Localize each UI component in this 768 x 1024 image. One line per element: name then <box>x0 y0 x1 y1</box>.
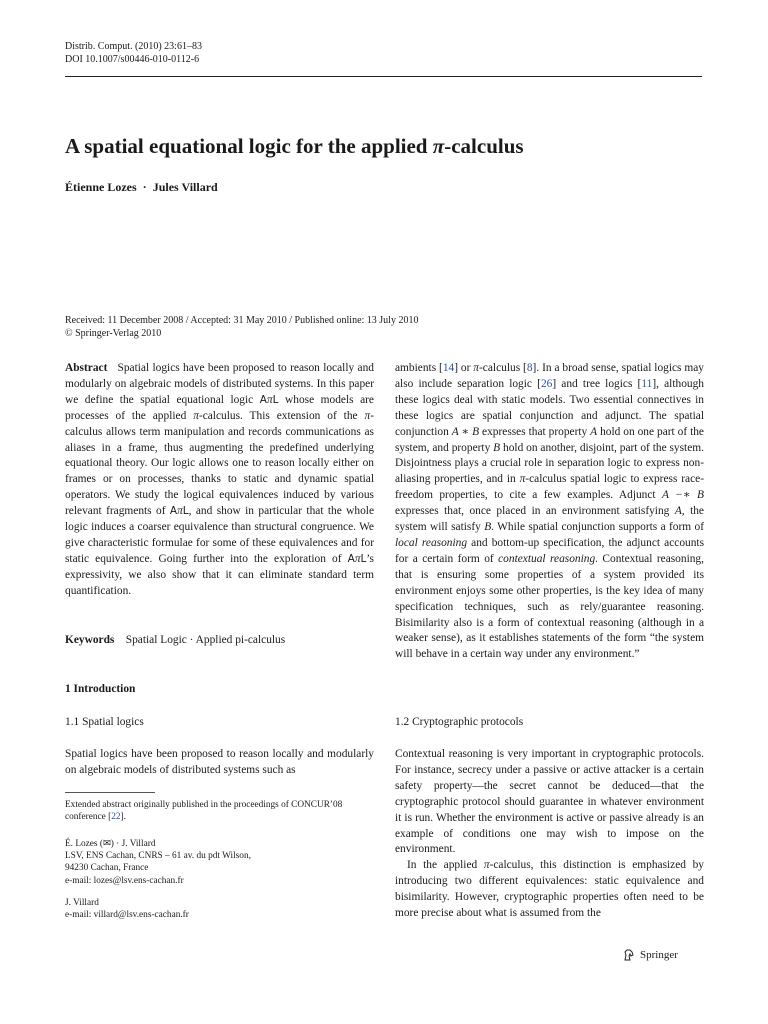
paper-title <box>65 133 705 159</box>
envelope-icon: ✉ <box>102 839 111 849</box>
math-variable: B <box>493 441 501 454</box>
subsection-heading: 1.1 Spatial logics <box>65 716 144 728</box>
body-text: hold on one part of the system, and property <box>395 425 704 454</box>
author-affil-name: J. Villard <box>65 898 99 908</box>
intro-paragraph: Spatial logics have been proposed to reason locally and modularly on algebraic models of distributed systems such as <box>65 748 374 776</box>
citation-link[interactable]: 11 <box>641 377 653 390</box>
doi: DOI 10.1007/s00446-010-0112-6 <box>65 54 200 65</box>
pi-symbol: π <box>354 552 361 565</box>
body-text: expresses that property <box>479 425 591 438</box>
emphasis: local reasoning <box>395 536 468 549</box>
body-text: ] and tree logics [ <box>552 377 642 390</box>
pi-symbol: π <box>473 362 480 374</box>
abstract <box>65 361 374 600</box>
logic-name: L <box>360 552 367 565</box>
springer-horse-icon <box>622 948 636 962</box>
header-rule <box>65 76 702 77</box>
body-text: -calculus [ <box>479 362 527 374</box>
abstract-text: ’s expressivity, we also show that it can eliminate standard term quantification. <box>65 552 374 597</box>
citation-link[interactable]: 14 <box>442 362 455 374</box>
publication-dates <box>65 314 665 340</box>
email-line: e-mail: lozes@lsv.ens-cachan.fr <box>65 875 184 886</box>
body-paragraph: Contextual reasoning is very important in cryptographic protocols. For instance, secrecy under a passive or active attacker is a certain safety property—the secret cannot be deduced—that the cryptographic protocol should guarantee in whatever environment it is run. Whether the environment is active or passive already is an example of conditions one may wish to impose on the environment. <box>395 748 704 856</box>
citation-link[interactable]: 8 <box>526 362 533 374</box>
body-text: -calculus, this distinction is emphasized by introducing two different equivalences: static equivalence and bisimilarity. However, cryptographic properties often need to be more precise about what is assumed from the <box>395 859 704 920</box>
abstract-text: , and show in particular that the whole logic induces a coarser equivalence than structural congruence. We give characteristic formulae for some of these equivalences and for static equivalence. Going further into the exploration of <box>65 505 375 565</box>
body-text: In the applied <box>407 859 484 872</box>
publisher-logo <box>622 948 678 962</box>
author-affil-name: É. Lozes ( <box>65 839 103 849</box>
body-text: and bottom-up specification, the adjunct accounts for a certain form of <box>395 536 705 565</box>
author-separator: · <box>142 180 147 194</box>
abstract-text: -calculus allows term manipulation and records communications as aliases in a frame, thus augmenting the predefined underlying equational theory. Our logic allows one to reason locally either on frames or on processes, thanks to static and dynamic spatial operators. We study the logical equivalences induced by various relevant fragments of <box>65 409 374 518</box>
math-variable: A <box>590 425 598 438</box>
body-text: , the system will satisfy <box>395 505 704 534</box>
body-text: ambients [ <box>395 362 443 374</box>
author-name: Jules Villard <box>152 180 218 194</box>
pi-symbol: π <box>519 473 526 486</box>
pi-symbol: π <box>364 409 371 422</box>
logic-name: A <box>169 505 178 518</box>
author-name: Étienne Lozes <box>65 180 137 194</box>
body-text: expresses that, once placed in an environment satisfying <box>395 505 675 518</box>
abstract-label: Abstract <box>65 362 108 374</box>
journal-citation: Distrib. Comput. (2010) 23:61–83 <box>65 41 202 52</box>
body-text: -calculus spatial logic to express race-freedom properties, to cite a few examples. Adjunct <box>395 473 704 502</box>
citation-link[interactable]: 26 <box>540 377 553 390</box>
logic-name: A <box>259 393 267 406</box>
publisher-name: Springer <box>640 949 678 961</box>
keywords <box>65 634 285 646</box>
abstract-text: whose models are processes of the applied <box>65 393 374 422</box>
math-expression: A −∗ B <box>662 489 704 502</box>
pi-symbol: π <box>483 859 490 872</box>
body-text: . While spatial conjunction supports a form of <box>491 521 704 534</box>
crypto-section-text <box>395 747 704 922</box>
footnote <box>65 799 374 823</box>
journal-header <box>65 40 202 66</box>
body-text: ], although these logics deal with static models. Two essential connectives in these logics are spatial conjunction and adjunct. The spatial conjunction <box>395 377 704 438</box>
copyright-line: © Springer-Verlag 2010 <box>65 328 162 339</box>
emphasis: contextual reasoning <box>498 552 596 565</box>
citation-link[interactable]: 22 <box>111 812 121 823</box>
body-text: ]. In a broad sense, spatial logics may also include separation logic [ <box>395 362 704 390</box>
abstract-text: Spatial logics have been proposed to reason locally and modularly on algebraic models of distributed systems. In this paper we define the spatial equational logic <box>65 362 375 406</box>
address-line: 94230 Cachan, France <box>65 863 149 874</box>
footnote-rule <box>65 792 155 793</box>
affiliation <box>65 897 374 921</box>
title-part: A spatial equational logic for the applied <box>65 134 433 158</box>
subsection-heading: 1.2 Cryptographic protocols <box>395 716 524 728</box>
abstract-text: -calculus. This extension of the <box>198 409 365 422</box>
keywords-text: Spatial Logic · Applied pi-calculus <box>125 634 286 646</box>
authors <box>65 180 218 195</box>
keywords-label: Keywords <box>65 634 115 646</box>
math-expression: A ∗ B <box>451 425 480 438</box>
math-variable: A <box>674 505 682 518</box>
email-line: e-mail: villard@lsv.ens-cachan.fr <box>65 910 189 921</box>
footnote-text: ]. <box>120 812 126 823</box>
address-line: LSV, ENS Cachan, CNRS – 61 av. du pdt Wilson, <box>65 851 251 862</box>
footnote-text: Extended abstract originally published in the proceedings of CONCUR’08 conference [ <box>65 800 343 823</box>
body-text: . Contextual reasoning, that is ensuring some properties of a system provided its environment enjoys some other properties, is the key idea of many specification techniques, such as rely/guarantee reasoning. Bisimilarity also is a form of contextual reasoning (although in a weaker sense), as it establishes statements of the form “the system will behave in a certain way under any environment.” <box>395 552 704 661</box>
section-heading: 1 Introduction <box>65 683 136 695</box>
body-text: ] or <box>454 362 474 374</box>
logic-name: L <box>182 505 189 518</box>
pi-symbol: π <box>266 393 273 406</box>
title-pi: π <box>432 134 445 158</box>
title-part: -calculus <box>444 134 524 158</box>
received-line: Received: 11 December 2008 / Accepted: 31 May 2010 / Published online: 13 July 2010 <box>65 315 419 326</box>
right-column-paragraph <box>395 361 704 663</box>
pi-symbol: π <box>177 505 183 518</box>
math-variable: B <box>484 521 492 534</box>
affiliation <box>65 838 374 887</box>
author-affil-name: ) · J. Villard <box>110 839 156 849</box>
logic-name: L <box>272 393 279 406</box>
pi-symbol: π <box>193 409 199 422</box>
logic-name: A <box>347 552 355 565</box>
body-text: hold on another, disjoint, part of the system. Disjointness plays a crucial role in separation logic to express non-aliasing properties, and in <box>395 441 704 486</box>
